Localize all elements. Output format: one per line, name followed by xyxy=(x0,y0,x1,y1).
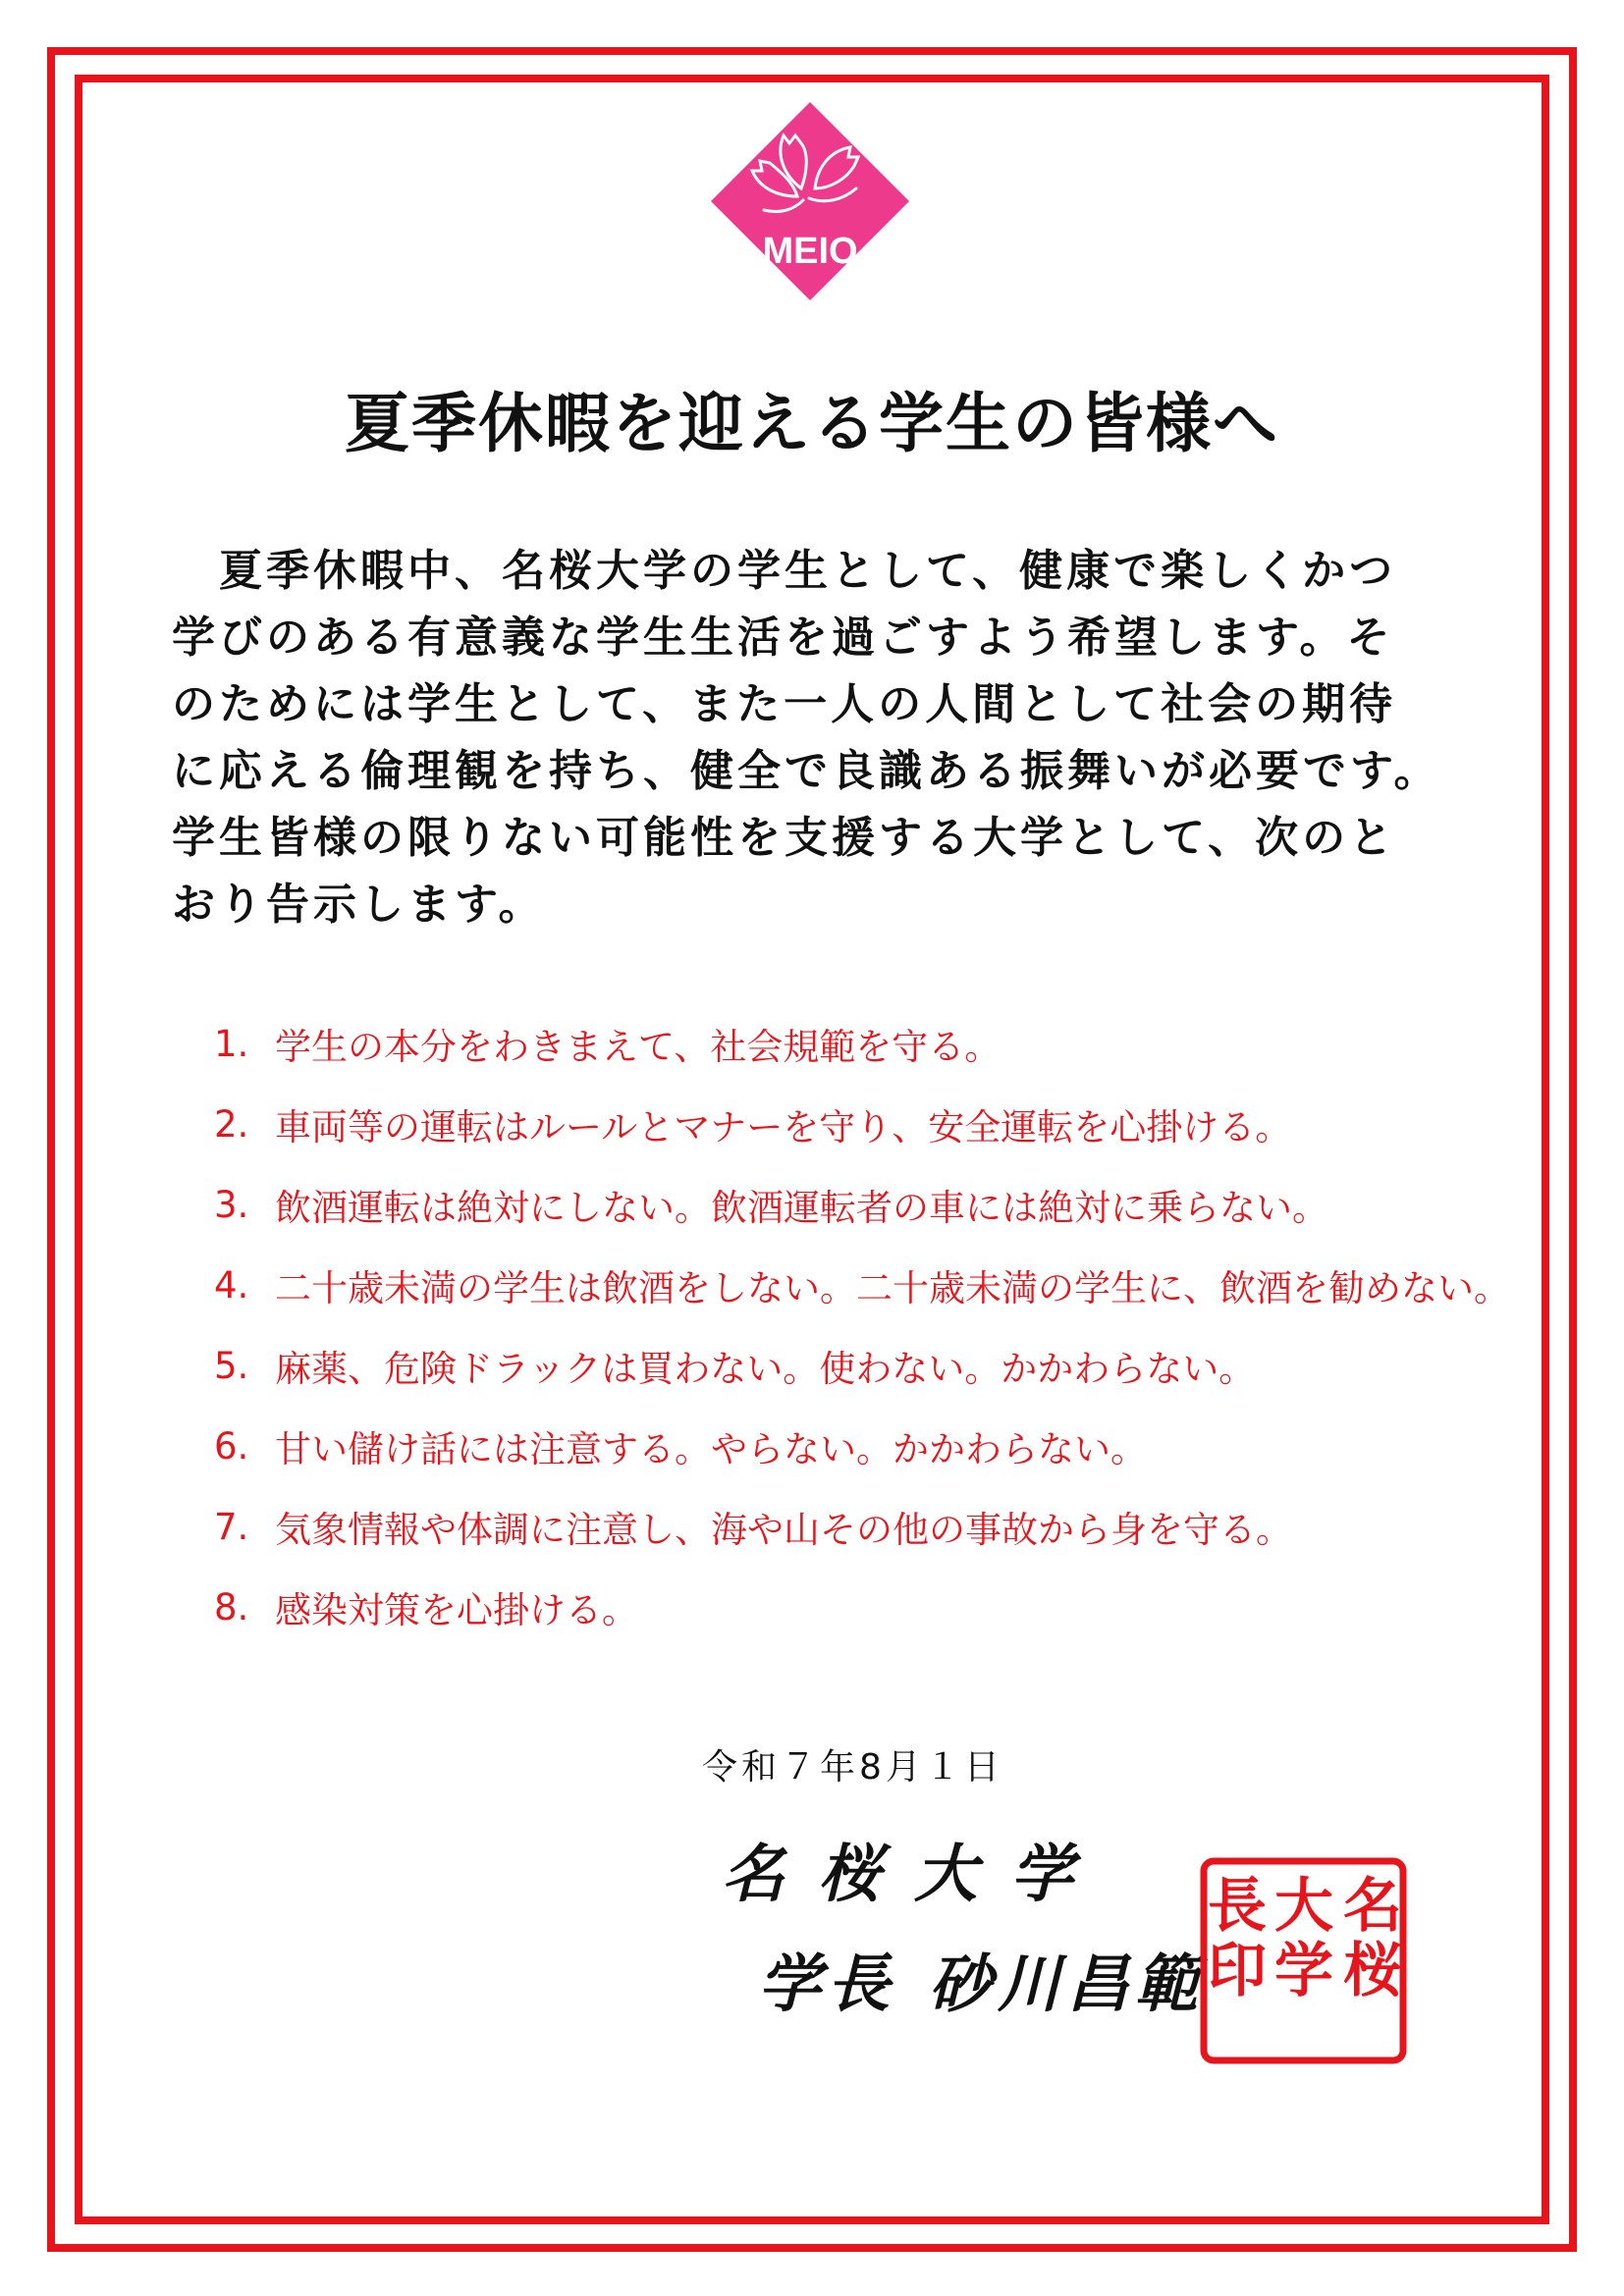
rule-item xyxy=(214,1245,1510,1325)
intro-line: 夏季休暇中、名桜大学の学生として、健康で楽しくかつ xyxy=(172,546,1397,596)
rule-text: 二十歳未満の学生は飲酒をしない。二十歳未満の学生に、飲酒を勧めない。 xyxy=(275,1267,1510,1309)
seal-char: 学 xyxy=(1274,1937,1333,2005)
rule-text: 感染対策を心掛ける。 xyxy=(275,1589,638,1631)
issue-date: 令和７年8月１日 xyxy=(702,1747,1003,1788)
president-role: 学長 xyxy=(758,1948,895,2021)
rules-list xyxy=(214,1003,1510,1647)
rule-text: 気象情報や体調に注意し、海や山その他の事故から身を守る。 xyxy=(275,1509,1292,1551)
logo-text: MEIO xyxy=(762,231,858,272)
seal-char: 印 xyxy=(1208,1937,1267,2005)
intro-line: に応える倫理観を持ち、健全で良識ある振舞いが必要です。 xyxy=(172,746,1441,796)
rule-item xyxy=(214,1486,1510,1567)
seal-char: 長 xyxy=(1208,1872,1267,1941)
rule-item xyxy=(214,1567,1510,1647)
rule-number: 7. xyxy=(214,1505,249,1548)
rule-number: 1. xyxy=(214,1022,249,1065)
rule-text: 学生の本分をわきまえて、社会規範を守る。 xyxy=(275,1026,1001,1068)
rule-number: 5. xyxy=(214,1344,249,1387)
rule-number: 8. xyxy=(214,1585,249,1629)
rule-number: 4. xyxy=(214,1263,249,1307)
rule-item xyxy=(214,1325,1510,1406)
seal-char: 桜 xyxy=(1343,1937,1402,2005)
rule-number: 2. xyxy=(214,1102,249,1146)
rule-number: 6. xyxy=(214,1424,249,1468)
university-name: 名桜大学 xyxy=(722,1838,1107,1911)
president-name: 砂川昌範 xyxy=(929,1948,1204,2021)
rule-item xyxy=(214,1084,1510,1164)
intro-paragraph xyxy=(172,538,1478,938)
rule-number: 3. xyxy=(214,1183,249,1226)
intro-line: おり告示します。 xyxy=(172,880,546,930)
rule-item xyxy=(214,1406,1510,1486)
seal-char: 大 xyxy=(1274,1872,1333,1941)
page-title: 夏季休暇を迎える学生の皆様へ xyxy=(345,386,1279,461)
rule-item xyxy=(214,1003,1510,1084)
rule-item xyxy=(214,1164,1510,1245)
rule-text: 麻薬、危険ドラックは買わない。使わない。かかわらない。 xyxy=(275,1348,1256,1390)
intro-line: 学生皆様の限りない可能性を支援する大学として、次のと xyxy=(172,813,1397,863)
official-seal-stamp xyxy=(1198,1855,1409,2066)
rule-text: 飲酒運転は絶対にしない。飲酒運転者の車には絶対に乗らない。 xyxy=(275,1187,1328,1229)
president-signature xyxy=(758,1934,1204,2024)
rule-text: 甘い儲け話には注意する。やらない。かかわらない。 xyxy=(275,1428,1147,1470)
intro-line: のためには学生として、また一人の人間として社会の期待 xyxy=(172,679,1397,729)
rule-text: 車両等の運転はルールとマナーを守り、安全運転を心掛ける。 xyxy=(275,1106,1292,1148)
seal-char: 名 xyxy=(1343,1872,1402,1941)
meio-logo xyxy=(707,98,913,304)
intro-line: 学びのある有意義な学生生活を過ごすよう希望します。そ xyxy=(172,613,1394,663)
